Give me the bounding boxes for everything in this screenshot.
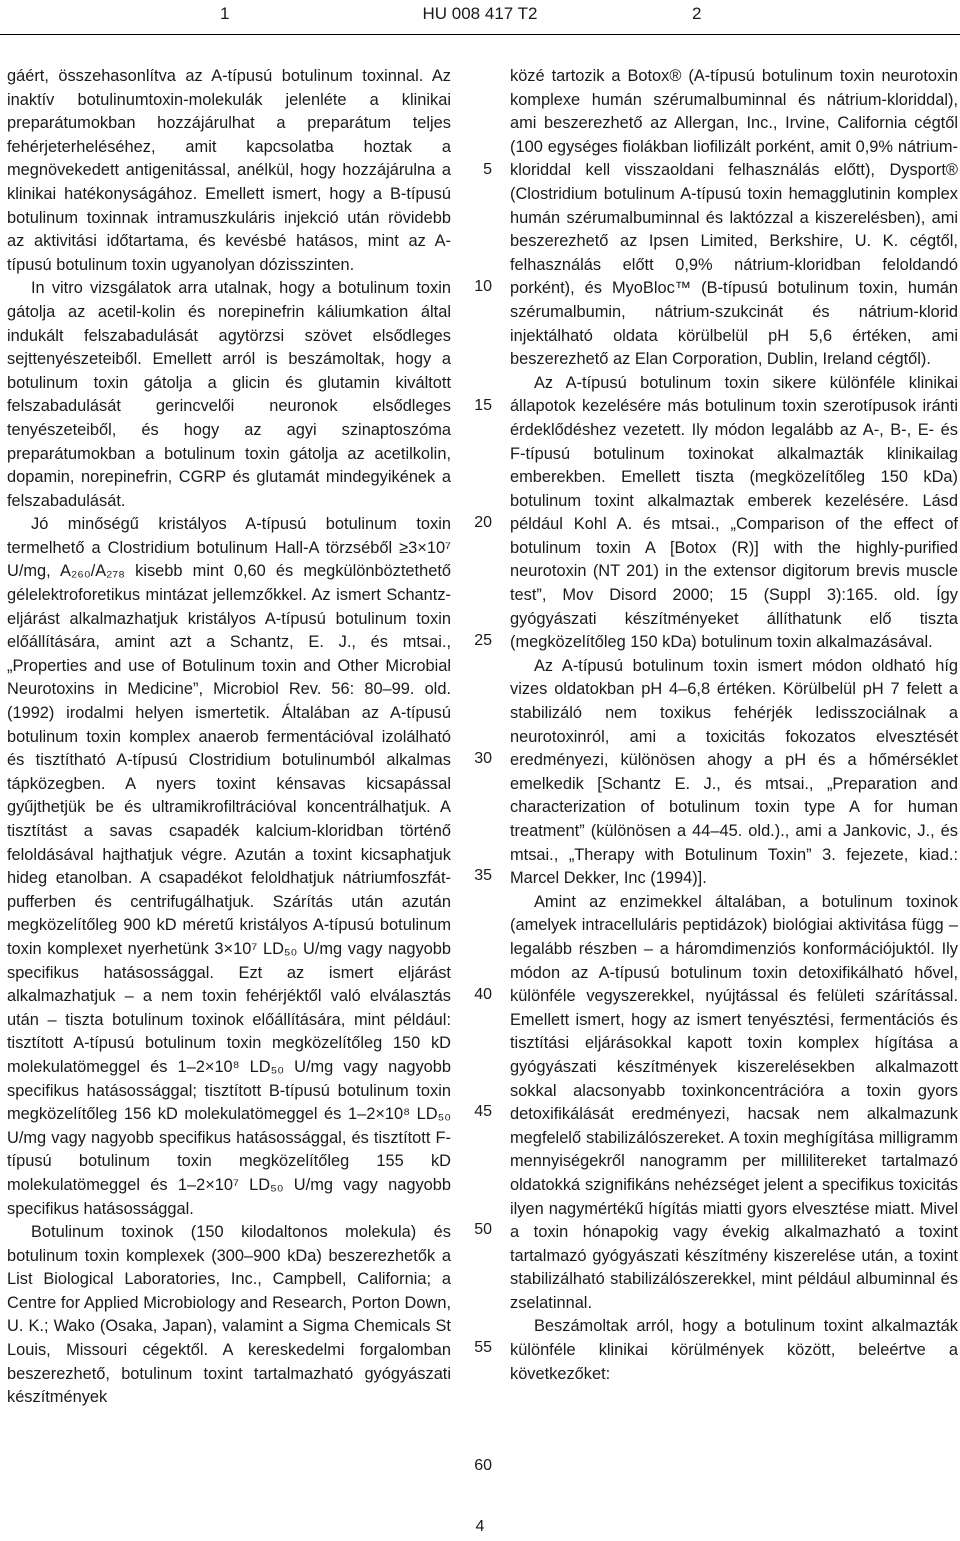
paragraph: gáért, összehasonlítva az A-típusú botulinum toxinnal. Az inaktív botulinumtoxin-molekulák jelenléte a klinikai preparátumokban hozzájárulhat a preparátum teljes fehérjeterheléséhez, amit kapcsolatba hoztak a megnövekedett antigenitással, anélkül, hogy hozzájárulna a klinikai hatékonyságához. Emellett ismert, hogy a B-típusú botulinum toxinnak intramuszkuláris injekció után rövidebb az aktivitási időtartama, és kevésbé hatásos, mint az A-típusú botulinum toxin ugyanolyan dózisszinten. [7,67,451,274]
paragraph: közé tartozik a Botox® (A-típusú botulinum toxin neurotoxin komplexe humán szérumalbuminnal és nátrium-kloriddal), ami beszerezhető az Allergan, Inc., Irvine, California cégtől (100 egységes fiolákban liofilizált porként, amit 0,9% nátrium-kloriddal kell visszaoldani felhasználás előtt), Dysport® (Clostridium botulinum A-típusú toxin hemagglutinin komplex humán szérumalbuminnal és laktózzal a kiszerelésben), ami beszerezhető az Ipsen Limited, Berkshire, U. K. cégtől, felhasználás előtt 0,9% nátrium-kloridban feloldandó porként), és MyoBloc™ (B-típusú botulinum toxin, humán szérumalbumin, nátrium-szukcinát és nátrium-klorid injektálható oldata körülbelül pH 5,6 értéken, ami beszerezhető az Elan Corporation, Dublin, Ireland cégtől). [510,67,958,369]
left-column [7,65,451,1410]
header-rule [0,34,960,35]
line-number: 5 [483,161,492,178]
paragraph: Botulinum toxinok (150 kilodaltonos molekula) és botulinum toxin komplexek (300–900 kDa) beszerezhetők a List Biological Laboratories, Inc., Campbell, California; a Centre for Applied Microbiology and Research, Porton Down, U. K.; Wako (Osaka, Japan), valamint a Sigma Chemicals St Louis, Missouri cégektől. A kereskedelmi forgalomban beszerezhető, botulinum toxint tartalmazható gyógyászati készítmények [7,1223,451,1407]
line-number: 25 [474,632,492,649]
line-number: 55 [474,1339,492,1356]
line-number: 15 [474,397,492,414]
line-number: 30 [474,750,492,767]
line-number: 35 [474,867,492,884]
page-number: 4 [475,1518,485,1535]
line-number: 50 [474,1221,492,1238]
right-column [510,65,958,1386]
line-number: 60 [474,1457,492,1474]
line-number: 45 [474,1103,492,1120]
line-number: 10 [474,278,492,295]
paragraph: Jó minőségű kristályos A-típusú botulinum toxin termelhető a Clostridium botulinum Hall-A törzséből ≥3×10⁷ U/mg, A₂₆₀/A₂₇₈ kisebb mint 0,60 és megkülönböztethető gélelektroforetikus mintázat jellemzőkkel. Az ismert Schantz-eljárást alkalmazhatjuk kristályos A-típusú botulinum toxin előállítására, amint azt a Schantz, E. J., és mtsai., „Properties and use of Botulinum toxin and Other Microbial Neurotoxins in Medicine”, Microbiol Rev. 56: 80–99. old. (1992) irodalmi helyen ismertetik. Általában az A-típusú botulinum toxin komplex anaerob fermentációval izolálható és tisztítható A-típusú Clostridium botulinumból alkalmas tápközegben. A nyers toxint kénsavas kicsapással gyűjthetjük be és ultramikrofiltrációval koncentrálhatjuk. A tisztítást a savas csapadék kalcium-kloridban történő feloldásával hajthatjuk végre. Azután a toxint kicsaphatjuk hideg etanolban. A csapadékot feloldhatjuk nátriumfoszfát-pufferben és centrifugálhatjuk. Szárítás után azután megközelítőleg 900 kD méretű kristályos A-típusú botulinum toxin komplexet nyerhetünk 3×10⁷ LD₅₀ U/mg vagy nagyobb specifikus hatásossággal. Ezt az ismert eljárást alkalmazhatjuk – a nem toxin fehérjéktől való elválasztás után – tiszta botulinum toxinok előállítására, mint például: tisztított A-típusú botulinum toxin megközelítőleg 150 kD molekulatömeggel és 1–2×10⁸ LD₅₀ U/mg vagy nagyobb specifikus hatásossággal; tisztított B-típusú botulinum toxin megközelítőleg 156 kD molekulatömeggel és 1–2×10⁸ LD₅₀ U/mg vagy nagyobb specifikus hatásossággal, és tisztított F-típusú botulinum toxin megközelítőleg 155 kD molekulatömeggel és 1–2×10⁷ LD₅₀ U/mg vagy nagyobb specifikus hatásossággal. [7,515,451,1218]
line-number: 40 [474,986,492,1003]
paragraph: Az A-típusú botulinum toxin sikere különféle klinikai állapotok kezelésére más botulinum toxin szerotípusok iránti érdeklődéshez vezetett. Ily módon legalább az A-, B-, E- és F-típusú botulinum toxinokat alkalmazták klinikailag emberekben. Emellett tiszta (megközelítőleg 150 kDa) botulinum toxint alkalmaztak emberek kezelésére. Lásd például Kohl A. és mtsai., „Comparison of the effect of botulinum toxin A [Botox (R)] with the highly-purified neurotoxin (NT 201) in the extensor digitorum brevis muscle test”, Mov Disord 2000; 15 (Suppl 3):165. old. Így gyógyászati készítményeket állíthatunk elő tiszta (megközelítőleg 150 kDa) botulinum toxin alkalmazásával. [510,373,958,652]
paragraph: Az A-típusú botulinum toxin ismert módon oldható híg vizes oldatokban pH 4–6,8 értéken. Körülbelül pH 7 felett a stabilizáló nem toxikus fehérjék ledisszociálnak a neurotoxinról, ami a toxicitás fokozatos elvesztését eredményezi, különösen ahogy a pH és a hőmérséklet emelkedik [Schantz E. J., és mtsai., „Preparation and characterization of botulinum toxin type A for human treatment” (különösen a 44–45. old.)., ami a Jankovic, J., és mtsai., „Therapy with Botulinum Toxin” 3. fejezete, kiad.: Marcel Dekker, Inc (1994)]. [510,656,958,888]
header-left-page-number: 1 [220,4,230,23]
header-right-page-number: 2 [692,4,702,23]
line-number: 20 [474,514,492,531]
paragraph: Amint az enzimekkel általában, a botulinum toxinok (amelyek intracelluláris peptidázok) biológiai aktivitása függ – legalább részben – a háromdimenziós konformációjuktól. Ily módon az A-típusú botulinum toxin detoxifikálható hővel, különféle vegyszerekkel, nyújtással és felületi szárítással. Emellett ismert, hogy az ismert tenyésztési, fermentációs és tisztítási eljárásokkal kapott toxin komplex hígítása a gyógyászati készítmények kiszerelésekben alkalmazott sokkal alacsonyabb toxinkoncentrációra a toxin gyors detoxifikálását eredményezi, hacsak nem alkalmazunk megfelelő stabilizálószereket. A toxin meghígítása milligramm mennyiségekről nanogramm per millilitereket tartalmazó oldatokká szignifikáns nehézséget jelent a specifikus toxicitás ilyen nagymértékű hígítás miatti gyors elvesztése miatt. Mivel a toxin hónapokig vagy évekig alkalmazható a toxint tartalmazó gyógyászati készítmény kiszerelése után, a toxint stabilizálható stabilizálószerekkel, mint például albuminnal és zselatinnal. [510,892,958,1312]
header-patent-id: HU 008 417 T2 [422,4,538,23]
paragraph: In vitro vizsgálatok arra utalnak, hogy a botulinum toxin gátolja az acetil-kolin és norepinefrin káliumkation által indukált felszabadulását agytörzsi szövet elsődleges sejttenyészeteiből. Emellett arról is beszámoltak, hogy a botulinum toxin gátolja a glicin és glutamin kiváltott felszabadulását gerincvelői neuronok elsődleges tenyészeteiből, és hogy az agyi szinaptoszóma preparátumokban a botulinum toxin gátolja az acetilkolin, dopamin, norepinefrin, CGRP és glutamát mindegyikének a felszabadulását. [7,279,451,510]
paragraph: Beszámoltak arról, hogy a botulinum toxint alkalmazták különféle klinikai körülmények között, beleértve a következőket: [510,1317,958,1383]
